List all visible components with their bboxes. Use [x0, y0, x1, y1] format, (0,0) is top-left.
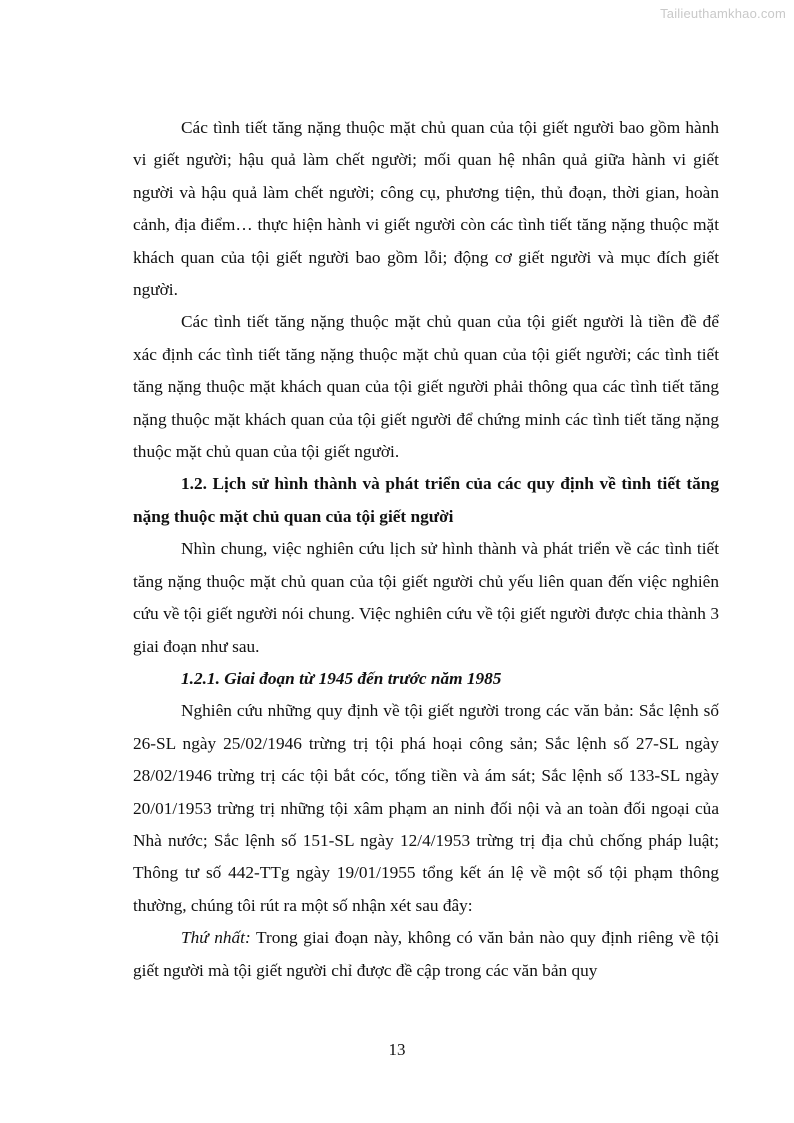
paragraph-text: Các tình tiết tăng nặng thuộc mặt chủ quan của tội giết người là tiền đề để xác định các tình tiết tăng nặng thuộc mặt chủ quan của tội giết người; các tình tiết tăng nặng thuộc mặt khách quan của tội giết người phải thông qua các tình tiết tăng nặng thuộc mặt khách quan của tội giết người để chứng minh các tình tiết tăng nặng thuộc mặt chủ quan của tội giết người.: [133, 312, 719, 462]
watermark: Tailieuthamkhao.com: [660, 6, 786, 21]
heading-text: 1.2. Lịch sử hình thành và phát triển của các quy định về tình tiết tăng nặng thuộc mặt chủ quan của tội giết người: [133, 474, 719, 526]
paragraph-text: Nhìn chung, việc nghiên cứu lịch sử hình thành và phát triển về các tình tiết tăng nặng thuộc mặt chủ quan của tội giết người chủ yếu liên quan đến việc nghiên cứu về tội giết người nói chung. Việc nghiên cứu về tội giết người được chia thành 3 giai đoạn như sau.: [133, 539, 719, 656]
page-number: 13: [388, 1040, 406, 1059]
paragraph-lead: Thứ nhất:: [181, 928, 251, 948]
section-heading-1-2: [133, 468, 719, 533]
paragraph-first-remark: [133, 922, 719, 987]
paragraph-premise: [133, 306, 719, 468]
section-heading-1-2-1: [133, 663, 719, 695]
document-body: [133, 112, 719, 987]
paragraph-subjective-aggravating-circumstances: [133, 112, 719, 306]
paragraph-overview: [133, 533, 719, 663]
paragraph-decrees: [133, 695, 719, 922]
paragraph-text: Trong giai đoạn này, không có văn bản nào quy định riêng về tội giết người mà tội giết người chỉ được đề cập trong các văn bản quy: [133, 928, 719, 980]
paragraph-text: Các tình tiết tăng nặng thuộc mặt chủ quan của tội giết người bao gồm hành vi giết người; hậu quả làm chết người; mối quan hệ nhân quả giữa hành vi giết người và hậu quả làm chết người; công cụ, phương tiện, thủ đoạn, thời gian, hoàn cảnh, địa điểm… thực hiện hành vi giết người còn các tình tiết tăng nặng thuộc mặt khách quan của tội giết người bao gồm lỗi; động cơ giết người và mục đích giết người.: [133, 118, 719, 300]
subheading-text: 1.2.1. Giai đoạn từ 1945 đến trước năm 1985: [181, 668, 502, 688]
paragraph-text: Nghiên cứu những quy định về tội giết người trong các văn bản: Sắc lệnh số 26-SL ngày 25/02/1946 trừng trị tội phá hoại công sản; Sắc lệnh số 27-SL ngày 28/02/1946 trừng trị các tội bắt cóc, tống tiền và ám sát; Sắc lệnh số 133-SL ngày 20/01/1953 trừng trị những tội xâm phạm an ninh đối nội và an toàn đối ngoại của Nhà nước; Sắc lệnh số 151-SL ngày 12/4/1953 trừng trị địa chủ chống pháp luật; Thông tư số 442-TTg ngày 19/01/1955 tổng kết án lệ về một số tội phạm thông thường, chúng tôi rút ra một số nhận xét sau đây:: [133, 701, 719, 915]
